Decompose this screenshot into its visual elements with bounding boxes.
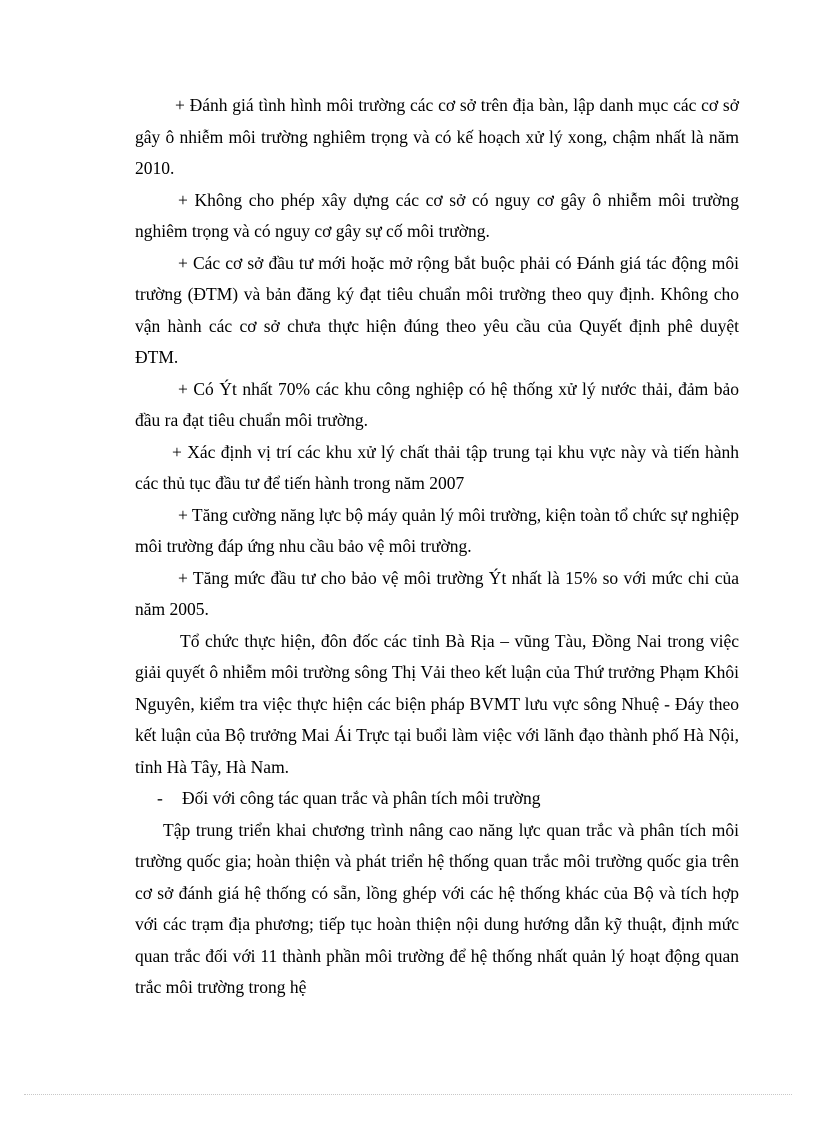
- bullet-paragraph-wastewater: + Có Ýt nhất 70% các khu công nghiệp có hệ thống xử lý nước thải, đảm bảo đầu ra đạt tiêu chuẩn môi trường.: [135, 378, 739, 430]
- document-body: [135, 90, 739, 1004]
- bullet-paragraph-investment: + Tăng mức đầu tư cho bảo vệ môi trường Ýt nhất là 15% so với mức chi của năm 2005.: [135, 567, 739, 619]
- bullet-paragraph-eia-requirement: + Các cơ sở đầu tư mới hoặc mở rộng bắt buộc phải có Đánh giá tác động môi trường (ĐTM) và bản đăng ký đạt tiêu chuẩn môi trường theo quy định. Không cho vận hành các cơ sở chưa thực hiện đúng theo yêu cầu của Quyết định phê duyệt ĐTM.: [135, 252, 739, 367]
- body-paragraph-implementation: Tổ chức thực hiện, đôn đốc các tỉnh Bà Rịa – vũng Tàu, Đồng Nai trong việc giải quyết ô nhiễm môi trường sông Thị Vải theo kết luận của Thứ trưởng Phạm Khôi Nguyên, kiểm tra việc thực hiện các biện pháp BVMT lưu vực sông Nhuệ - Đáy theo kết luận của Bộ trưởng Mai Ái Trực tại buổi làm việc với lãnh đạo thành phố Hà Nội, tỉnh Hà Tây, Hà Nam.: [135, 630, 739, 777]
- bullet-paragraph-construction-ban: + Không cho phép xây dựng các cơ sở có nguy cơ gây ô nhiễm môi trường nghiêm trọng và có nguy cơ gây sự cố môi trường.: [135, 189, 739, 241]
- page-bottom-border: [24, 1094, 792, 1095]
- bullet-paragraph-assessment: + Đánh giá tình hình môi trường các cơ sở trên địa bàn, lập danh mục các cơ sở gây ô nhiễm môi trường nghiêm trọng và có kế hoạch xử lý xong, chậm nhất là năm 2010.: [135, 95, 739, 178]
- section-heading: [135, 783, 739, 815]
- body-paragraph-monitoring: Tập trung triển khai chương trình nâng cao năng lực quan trắc và phân tích môi trường quốc gia; hoàn thiện và phát triển hệ thống quan trắc môi trường quốc gia trên cơ sở đánh giá hệ thống có sẵn, lồng ghép với các hệ thống khác của Bộ và tích hợp với các trạm địa phương; tiếp tục hoàn thiện nội dung hướng dẫn kỹ thuật, định mức quan trắc đối với 11 thành phần môi trường để hệ thống nhất quản lý hoạt động quan trắc môi trường trong hệ: [135, 819, 739, 997]
- heading-marker: -: [157, 788, 163, 808]
- bullet-paragraph-waste-zones: + Xác định vị trí các khu xử lý chất thải tập trung tại khu vực này và tiến hành các thủ tục đầu tư để tiến hành trong năm 2007: [135, 441, 739, 493]
- heading-text: Đối với công tác quan trắc và phân tích môi trường: [182, 788, 541, 808]
- bullet-paragraph-capacity: + Tăng cường năng lực bộ máy quản lý môi trường, kiện toàn tổ chức sự nghiệp môi trường đáp ứng nhu cầu bảo vệ môi trường.: [135, 504, 739, 556]
